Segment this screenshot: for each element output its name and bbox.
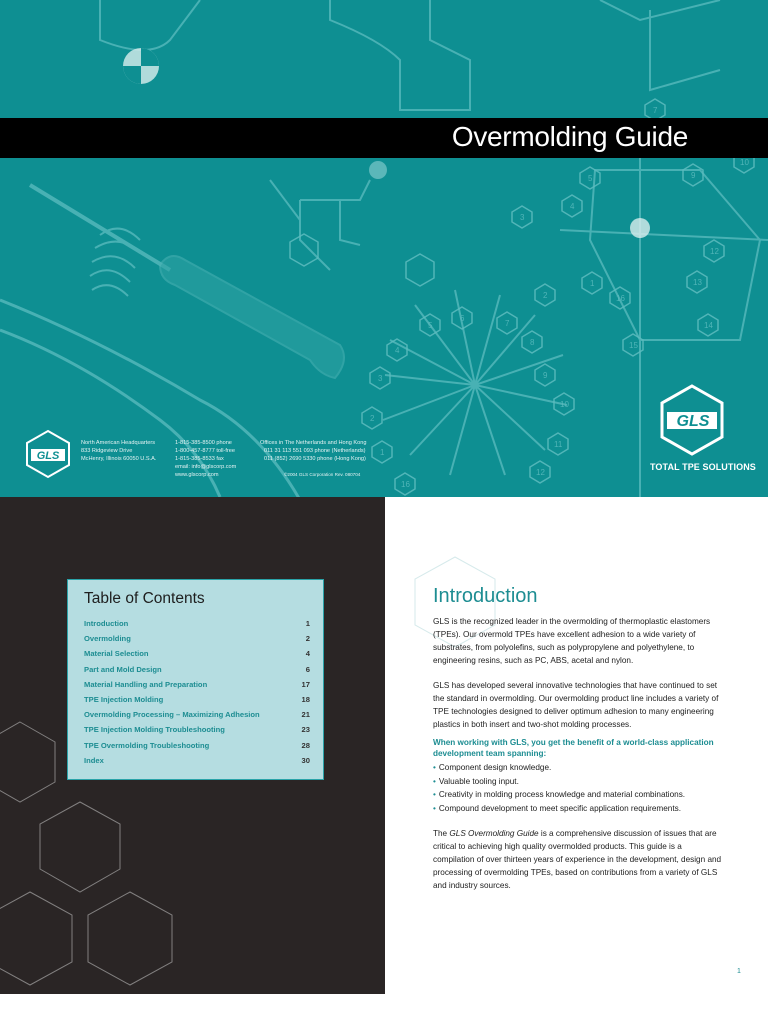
toc-entry-page: 30 [301, 755, 310, 765]
office-line: Offices in The Netherlands and Hong Kong [260, 440, 367, 446]
svg-text:7: 7 [505, 319, 510, 328]
svg-text:11: 11 [554, 440, 563, 449]
text-span: The [433, 829, 450, 838]
svg-text:16: 16 [616, 294, 625, 303]
svg-text:9: 9 [543, 371, 548, 380]
svg-text:2: 2 [543, 291, 548, 300]
svg-text:6: 6 [460, 314, 465, 323]
guide-name: GLS Overmolding Guide [449, 829, 539, 838]
toc-entry-overmolding-processing[interactable] [84, 707, 310, 722]
toc-entry-label: Introduction [84, 619, 129, 628]
toc-entry-label: Part and Mold Design [84, 664, 162, 674]
svg-text:GLS: GLS [36, 450, 60, 462]
bullet-text: Compound development to meet specific application requirements. [438, 803, 681, 813]
bullet-icon: • [433, 776, 436, 786]
toc-entry-part-mold-design[interactable] [84, 662, 310, 677]
svg-text:4: 4 [395, 346, 400, 355]
introduction-section [385, 497, 768, 994]
address-line: McHenry, Illinois 60050 U.S.A. [81, 456, 157, 462]
contact-phones [175, 439, 236, 479]
bullet-text: Creativity in molding process knowledge and material combinations. [438, 790, 686, 799]
toc-entry-label: Index [84, 755, 104, 765]
svg-text:3: 3 [520, 213, 525, 222]
toc-entry-injection-troubleshooting[interactable] [84, 722, 310, 737]
tagline: TOTAL TPE SOLUTIONS [650, 462, 756, 472]
svg-text:9: 9 [691, 171, 696, 180]
list-item [433, 788, 723, 802]
cover-section [0, 0, 768, 497]
svg-text:4: 4 [570, 202, 575, 211]
phone-line: 1-815-385-8500 phone [175, 440, 232, 446]
toc-entry-material-selection[interactable] [84, 646, 310, 661]
svg-text:12: 12 [536, 468, 545, 477]
cover-illustration [0, 0, 768, 497]
toc-list [84, 616, 310, 768]
toc-title: Table of Contents [84, 590, 205, 607]
svg-text:15: 15 [629, 341, 638, 350]
list-item [433, 761, 723, 775]
svg-text:8: 8 [530, 338, 535, 347]
toc-entry-tpe-injection-molding[interactable] [84, 692, 310, 707]
svg-text:14: 14 [704, 321, 713, 330]
toc-entry-introduction[interactable] [84, 616, 310, 631]
disk-icon [123, 48, 159, 84]
international-offices [260, 439, 366, 479]
benefits-heading: When working with GLS, you get the benefit of a world-class application development team spanning: [433, 738, 714, 758]
list-item [433, 802, 723, 816]
toc-entry-page: 28 [301, 740, 310, 750]
intro-heading: Introduction [433, 585, 538, 607]
toc-entry-overmolding[interactable] [84, 631, 310, 646]
toc-entry-page: 21 [301, 710, 310, 720]
toc-entry-index[interactable] [84, 753, 310, 768]
toc-entry-page: 6 [305, 664, 310, 674]
bullet-text: Valuable tooling input. [438, 776, 519, 786]
svg-text:12: 12 [710, 247, 719, 256]
intro-paragraph [433, 827, 723, 892]
list-item [433, 775, 723, 789]
toc-entry-page: 4 [305, 649, 310, 659]
intro-paragraph: GLS has developed several innovative technologies that have continued to set the standard in overmolding. Our overmolding product line includes a variety of TPE technologies designed to deliver optimum adhesion to many engineering plastics in both insert and two-shot molding processes. [433, 681, 719, 729]
svg-text:2: 2 [370, 414, 375, 423]
toc-entry-label: Overmolding Processing – Maximizing Adhesion [84, 710, 260, 720]
svg-text:16: 16 [401, 480, 410, 489]
svg-text:3: 3 [378, 374, 383, 383]
bullet-icon: • [433, 803, 436, 813]
page-number: 1 [737, 968, 741, 975]
address-line: 833 Ridgeview Drive [81, 448, 133, 454]
toc-entry-page: 2 [305, 634, 310, 644]
svg-text:GLS: GLS [676, 413, 710, 430]
svg-text:5: 5 [588, 174, 593, 183]
toc-entry-label: Overmolding [84, 634, 131, 644]
intro-paragraph: GLS is the recognized leader in the overmolding of thermoplastic elastomers (TPEs). Our overmold TPEs have excellent adhesion to a wide variety of substrates, from polyolefins, such as polypropylene and polyethylene, to engineering resins, such as PC, ABS, acetal and nylon. [433, 617, 711, 665]
toc-entry-page: 18 [301, 694, 310, 704]
svg-text:10: 10 [740, 158, 749, 167]
toc-entry-material-handling[interactable] [84, 677, 310, 692]
hq-address [81, 439, 156, 463]
bullet-icon: • [433, 790, 436, 799]
gls-logo-small [25, 429, 71, 479]
toc-panel [0, 497, 385, 994]
toc-entry-page: 17 [301, 679, 310, 689]
table-of-contents [67, 579, 324, 780]
toc-entry-label: TPE Injection Molding Troubleshooting [84, 725, 225, 735]
office-line: 011 31 113 551 093 phone (Netherlands) [264, 448, 366, 454]
benefits-list [433, 761, 723, 815]
email-line: email: info@glscorp.com [175, 464, 237, 470]
website-line: www.glscorp.com [175, 472, 219, 478]
svg-text:13: 13 [693, 278, 702, 287]
title-band [0, 118, 768, 158]
phone-line: 1-800-457-8777 toll-free [175, 448, 236, 454]
toc-entry-page: 1 [305, 619, 310, 628]
toc-entry-overmolding-troubleshooting[interactable] [84, 738, 310, 753]
copyright-line: ©2004 GLS Corporation Rev. 080704 [284, 472, 361, 477]
svg-text:1: 1 [380, 448, 385, 457]
svg-text:7: 7 [653, 106, 658, 115]
bullet-icon: • [433, 763, 436, 772]
toc-entry-label: TPE Injection Molding [84, 694, 164, 704]
toc-entry-label: TPE Overmolding Troubleshooting [84, 740, 210, 750]
svg-text:10: 10 [560, 400, 569, 409]
phone-line: 1-815-385-8533 fax [175, 456, 224, 462]
page-bottom-margin [0, 994, 768, 1024]
toc-entry-label: Material Handling and Preparation [84, 679, 208, 689]
bullet-text: Component design knowledge. [438, 763, 552, 772]
address-line: North American Headquarters [81, 440, 155, 446]
text-span: is a comprehensive discussion of issues that are critical to achieving high quality overmolded products. This guide is a compilation of over thirteen years of experience in the development, design and processing of overmolding TPEs, based on contributions from a variety of GLS and industry sources. [433, 829, 722, 890]
office-line: 011 (852) 2690 5330 phone (Hong Kong) [264, 456, 366, 462]
toc-entry-label: Material Selection [84, 649, 149, 659]
svg-text:5: 5 [428, 321, 433, 330]
svg-text:1: 1 [590, 279, 595, 288]
gls-logo-large [659, 384, 725, 456]
toc-entry-page: 23 [301, 725, 310, 735]
guide-title: Overmolding Guide [451, 121, 688, 152]
